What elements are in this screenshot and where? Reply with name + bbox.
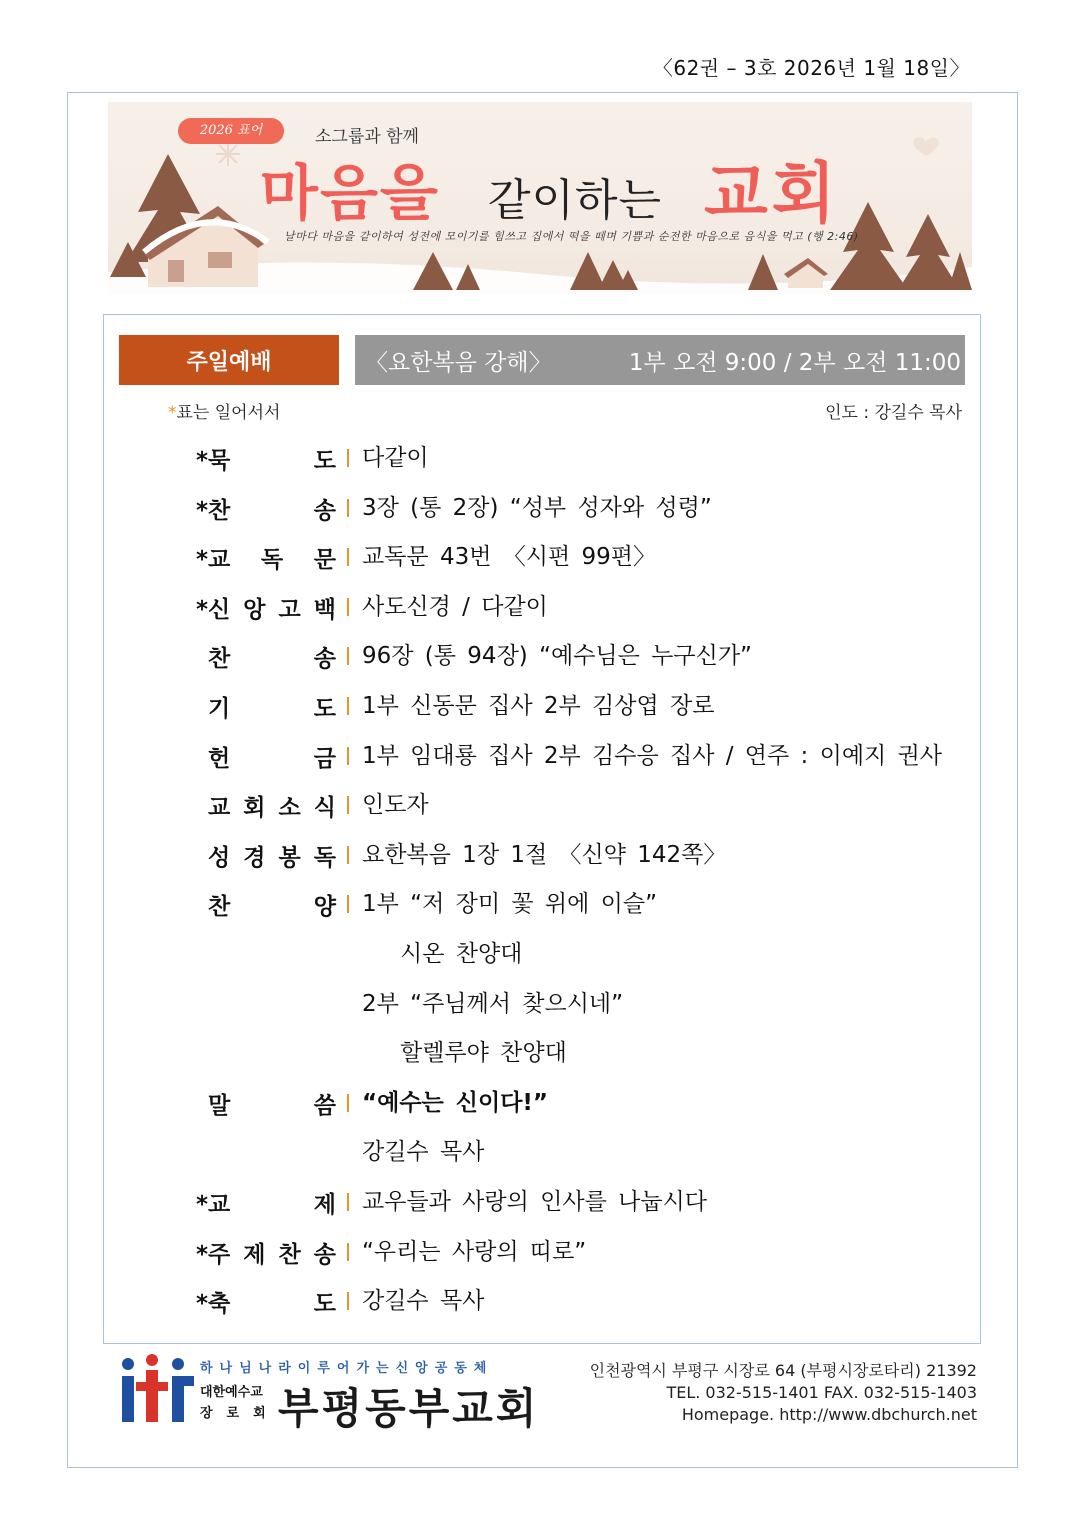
order-label-part: 송 [313, 1241, 336, 1268]
church-phone: TEL. 032-515-1401 FAX. 032-515-1403 [666, 1383, 977, 1402]
order-value: 1부 신동문 집사 2부 김상엽 장로 [362, 693, 715, 719]
banner-subtitle: 소그룹과 함께 [315, 127, 419, 147]
order-label-part: 소 [278, 794, 301, 821]
order-label-part: 헌 [208, 745, 231, 772]
order-divider [347, 548, 349, 566]
order-label-part: 제 [243, 1241, 266, 1268]
standing-note [168, 398, 280, 423]
order-label-part: *신 [196, 596, 231, 623]
order-value: 교독문 43번 〈시편 99편〉 [362, 544, 656, 570]
church-address: 인천광역시 부평구 시장로 64 (부평시장로타리) 21392 [589, 1361, 977, 1380]
denomination-line-2: 장로회 [200, 1406, 280, 1421]
order-label [208, 640, 336, 672]
order-label-part: *묵 [196, 447, 231, 474]
order-label-part: 송 [313, 497, 336, 524]
order-divider [347, 1243, 349, 1261]
worship-leader: 인도 : 강길수 목사 [825, 403, 962, 423]
order-label-part: 도 [313, 447, 336, 474]
choir-1: 시온 찬양대 [400, 941, 523, 967]
order-label-part: *찬 [196, 497, 231, 524]
order-value: 1부 “저 장미 꽃 위에 이슬” [362, 891, 657, 917]
sermon-series: 〈요한복음 강해〉 [365, 349, 552, 376]
order-value: 교우들과 사랑의 인사를 나눕시다 [362, 1189, 707, 1215]
order-divider [347, 747, 349, 765]
order-label [208, 839, 336, 871]
order-label-part: 금 [313, 745, 336, 772]
order-label-part: 교 [208, 794, 231, 821]
banner-title-b: 같이하는 [488, 175, 663, 226]
order-label-part: 성 [208, 844, 231, 871]
banner-verse: 날마다 마음을 같이하여 성전에 모이기를 힘쓰고 집에서 떡을 떼며 기쁨과 순전한 마음으로 음식을 먹고 (행 2:46) [284, 230, 859, 243]
order-label-part: 찬 [208, 893, 231, 920]
order-label [208, 690, 336, 722]
anthem-part-2: 2부 “주님께서 찾으시네” [362, 991, 624, 1017]
choir-2: 할렐루야 찬양대 [400, 1040, 567, 1066]
order-divider [347, 1292, 349, 1310]
order-label-part: 씀 [313, 1092, 336, 1119]
order-divider [347, 449, 349, 467]
order-value: 사도신경 / 다같이 [362, 594, 548, 620]
order-value: 3장 (통 2장) “성부 성자와 성령” [362, 495, 712, 521]
order-label-part: 도 [313, 695, 336, 722]
order-value: “우리는 사랑의 띠로” [362, 1239, 587, 1265]
church-name: 부평동부교회 [278, 1384, 540, 1433]
order-label-part: 말 [208, 1092, 231, 1119]
order-label [196, 1236, 336, 1268]
order-value: 강길수 목사 [362, 1288, 485, 1314]
standing-note-text: 표는 일어서서 [176, 403, 281, 423]
denomination-line-1: 대한예수교 [200, 1385, 263, 1400]
order-divider [347, 598, 349, 616]
order-label-part: *주 [196, 1241, 231, 1268]
church-contact [590, 1360, 977, 1426]
order-label-part: *교 [196, 1191, 231, 1218]
church-logo-icon [116, 1354, 194, 1426]
order-label-part: *교 [196, 546, 231, 573]
order-divider [347, 846, 349, 864]
order-label [196, 1186, 336, 1218]
order-divider [347, 1193, 349, 1211]
order-label-part: 독 [313, 844, 336, 871]
order-label-part: 앙 [243, 596, 266, 623]
order-divider [347, 499, 349, 517]
order-value: 96장 (통 94장) “예수님은 누구신가” [362, 643, 752, 669]
order-value: “예수는 신이다!” [362, 1090, 549, 1116]
order-label [208, 1087, 336, 1119]
order-label-part: 고 [278, 596, 301, 623]
standing-asterisk: * [168, 403, 177, 423]
order-label [208, 888, 336, 920]
order-label-part: 회 [243, 794, 266, 821]
order-label [196, 591, 336, 623]
order-divider [347, 796, 349, 814]
service-times: 1부 오전 9:00 / 2부 오전 11:00 [628, 349, 961, 376]
order-label [208, 740, 336, 772]
order-label-part: 양 [313, 893, 336, 920]
order-label-part: 송 [313, 645, 336, 672]
service-topic-bar [355, 335, 965, 385]
order-label [196, 442, 336, 474]
order-value: 1부 임대룡 집사 2부 김수응 집사 / 연주 : 이예지 권사 [362, 743, 943, 769]
order-value: 요한복음 1장 1절 〈신약 142쪽〉 [362, 842, 727, 868]
banner [108, 102, 972, 294]
order-label-part: 도 [313, 1290, 336, 1317]
church-slogan: 하나님나라이루어가는신앙공동체 [200, 1361, 494, 1376]
service-tag: 주일예배 [119, 335, 339, 385]
order-label-part: 찬 [278, 1241, 301, 1268]
banner-year-badge: 2026 표어 [178, 118, 284, 144]
banner-title-a: 마음을 [260, 159, 440, 229]
order-divider [347, 1094, 349, 1112]
order-divider [347, 647, 349, 665]
order-label-part: 제 [313, 1191, 336, 1218]
order-label-part: 문 [313, 546, 336, 573]
order-label-part: *축 [196, 1290, 231, 1317]
order-label-part: 봉 [278, 844, 301, 871]
order-value: 인도자 [362, 792, 429, 818]
order-value: 다같이 [362, 445, 429, 471]
banner-title-c: 교회 [704, 155, 840, 232]
order-label-part: 경 [243, 844, 266, 871]
order-label-part: 기 [208, 695, 231, 722]
order-label [196, 541, 336, 573]
church-homepage: Homepage. http://www.dbchurch.net [681, 1405, 977, 1424]
order-label [208, 789, 336, 821]
order-label-part: 독 [260, 546, 284, 573]
order-label-part: 찬 [208, 645, 231, 672]
order-divider [347, 895, 349, 913]
preacher: 강길수 목사 [362, 1139, 485, 1165]
issue-number: 〈62권 – 3호 2026년 1월 18일〉 [652, 56, 970, 80]
order-label-part: 식 [313, 794, 336, 821]
order-label-part: 백 [313, 596, 336, 623]
order-label [196, 1285, 336, 1317]
order-label [196, 492, 336, 524]
order-divider [347, 697, 349, 715]
